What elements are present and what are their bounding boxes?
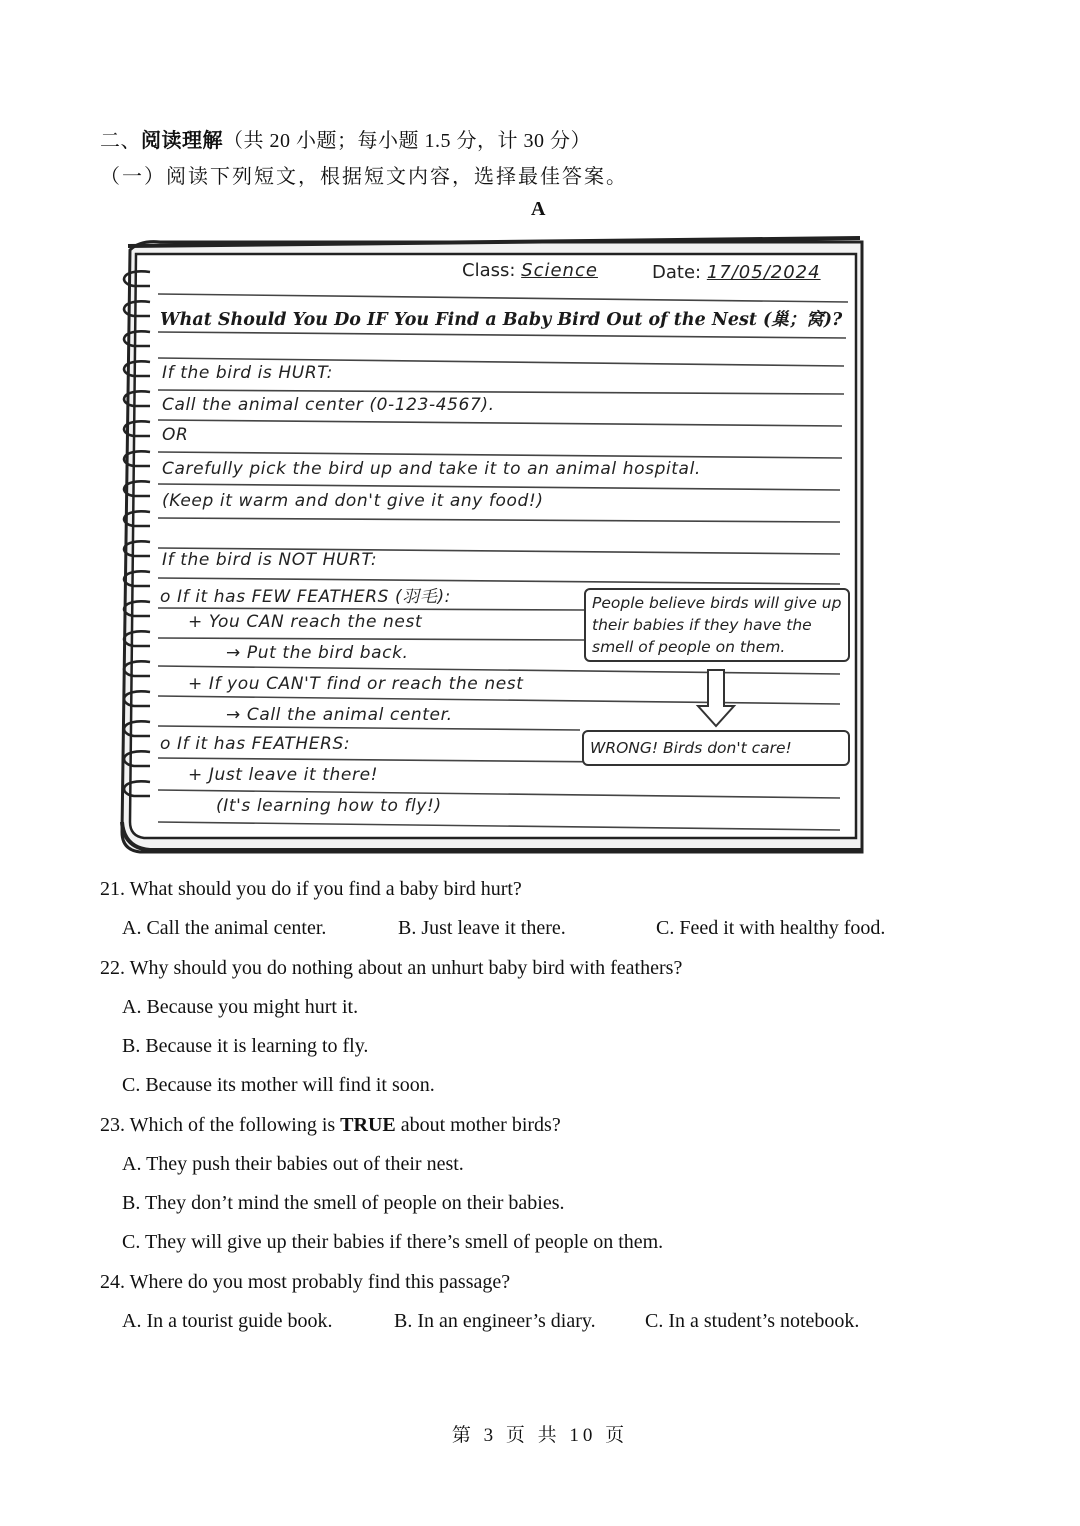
option-22-c: C. Because its mother will find it soon. (122, 1074, 435, 1096)
belief-note-box: People believe birds will give up their babies if they have the smell of people on them. (584, 588, 850, 662)
section-title-bold: 阅读理解 (141, 130, 223, 152)
notebook-line: o If it has FEW FEATHERS (羽毛): (160, 587, 452, 607)
notebook-line: If the bird is NOT HURT: (162, 550, 378, 570)
notebook-line: + You CAN reach the nest (188, 612, 423, 632)
page-footer: 第 3 页 共 10 页 (451, 1425, 629, 1446)
option-24-a: A. In a tourist guide book. (122, 1310, 333, 1332)
option-22-b: B. Because it is learning to fly. (122, 1035, 369, 1057)
notebook-line: (It's learning how to fly!) (216, 796, 442, 816)
option-24-b: B. In an engineer’s diary. (394, 1310, 596, 1332)
instruction: （一）阅读下列短文，根据短文内容，选择最佳答案。 (100, 166, 628, 188)
notebook-line: Carefully pick the bird up and take it to an animal hospital. (162, 459, 701, 479)
notebook-line: + Just leave it there! (188, 765, 379, 785)
option-24-c: C. In a student’s notebook. (645, 1310, 860, 1332)
notebook-title: What Should You Do IF You Find a Baby Bird Out of the Nest (巢；窝)? (160, 310, 843, 330)
section-title (100, 124, 591, 153)
question-22: 22. Why should you do nothing about an unhurt baby bird with feathers? (100, 957, 683, 979)
option-21-a: A. Call the animal center. (122, 917, 327, 939)
option-21-b: B. Just leave it there. (398, 917, 566, 939)
option-23-b: B. They don’t mind the smell of people on their babies. (122, 1192, 565, 1214)
date-value: 17/05/2024 (706, 262, 821, 283)
question-24: 24. Where do you most probably find this passage? (100, 1271, 511, 1293)
question-23: 23. Which of the following is TRUE about mother birds? (100, 1114, 561, 1136)
class-value: Science (521, 260, 598, 281)
notebook-line: If the bird is HURT: (162, 363, 333, 383)
option-23-c: C. They will give up their babies if there’s smell of people on them. (122, 1231, 664, 1253)
notebook-illustration (100, 232, 866, 858)
passage-label: A (531, 198, 546, 220)
notebook-line: → Put the bird back. (226, 643, 409, 663)
option-23-a: A. They push their babies out of their nest. (122, 1153, 464, 1175)
emphasis-true: TRUE (340, 1114, 396, 1136)
section-detail: （共 20 小题；每小题 1.5 分，计 30 分） (223, 130, 591, 152)
notebook-line: Call the animal center (0-123-4567). (162, 395, 495, 415)
notebook-line: → Call the animal center. (226, 705, 453, 725)
notebook-date: Date: 17/05/2024 (652, 262, 821, 283)
notebook-line: + If you CAN'T find or reach the nest (188, 674, 524, 694)
question-21: 21. What should you do if you find a baby bird hurt? (100, 878, 522, 900)
option-22-a: A. Because you might hurt it. (122, 996, 359, 1018)
notebook-line: OR (162, 425, 189, 445)
notebook-line: o If it has FEATHERS: (160, 734, 351, 754)
notebook-class: Class: Science (462, 260, 598, 281)
option-21-c: C. Feed it with healthy food. (656, 917, 886, 939)
section-prefix: 二、 (100, 130, 141, 152)
wrong-note-box: WRONG! Birds don't care! (582, 730, 850, 766)
notebook-line: (Keep it warm and don't give it any food!) (162, 491, 544, 511)
